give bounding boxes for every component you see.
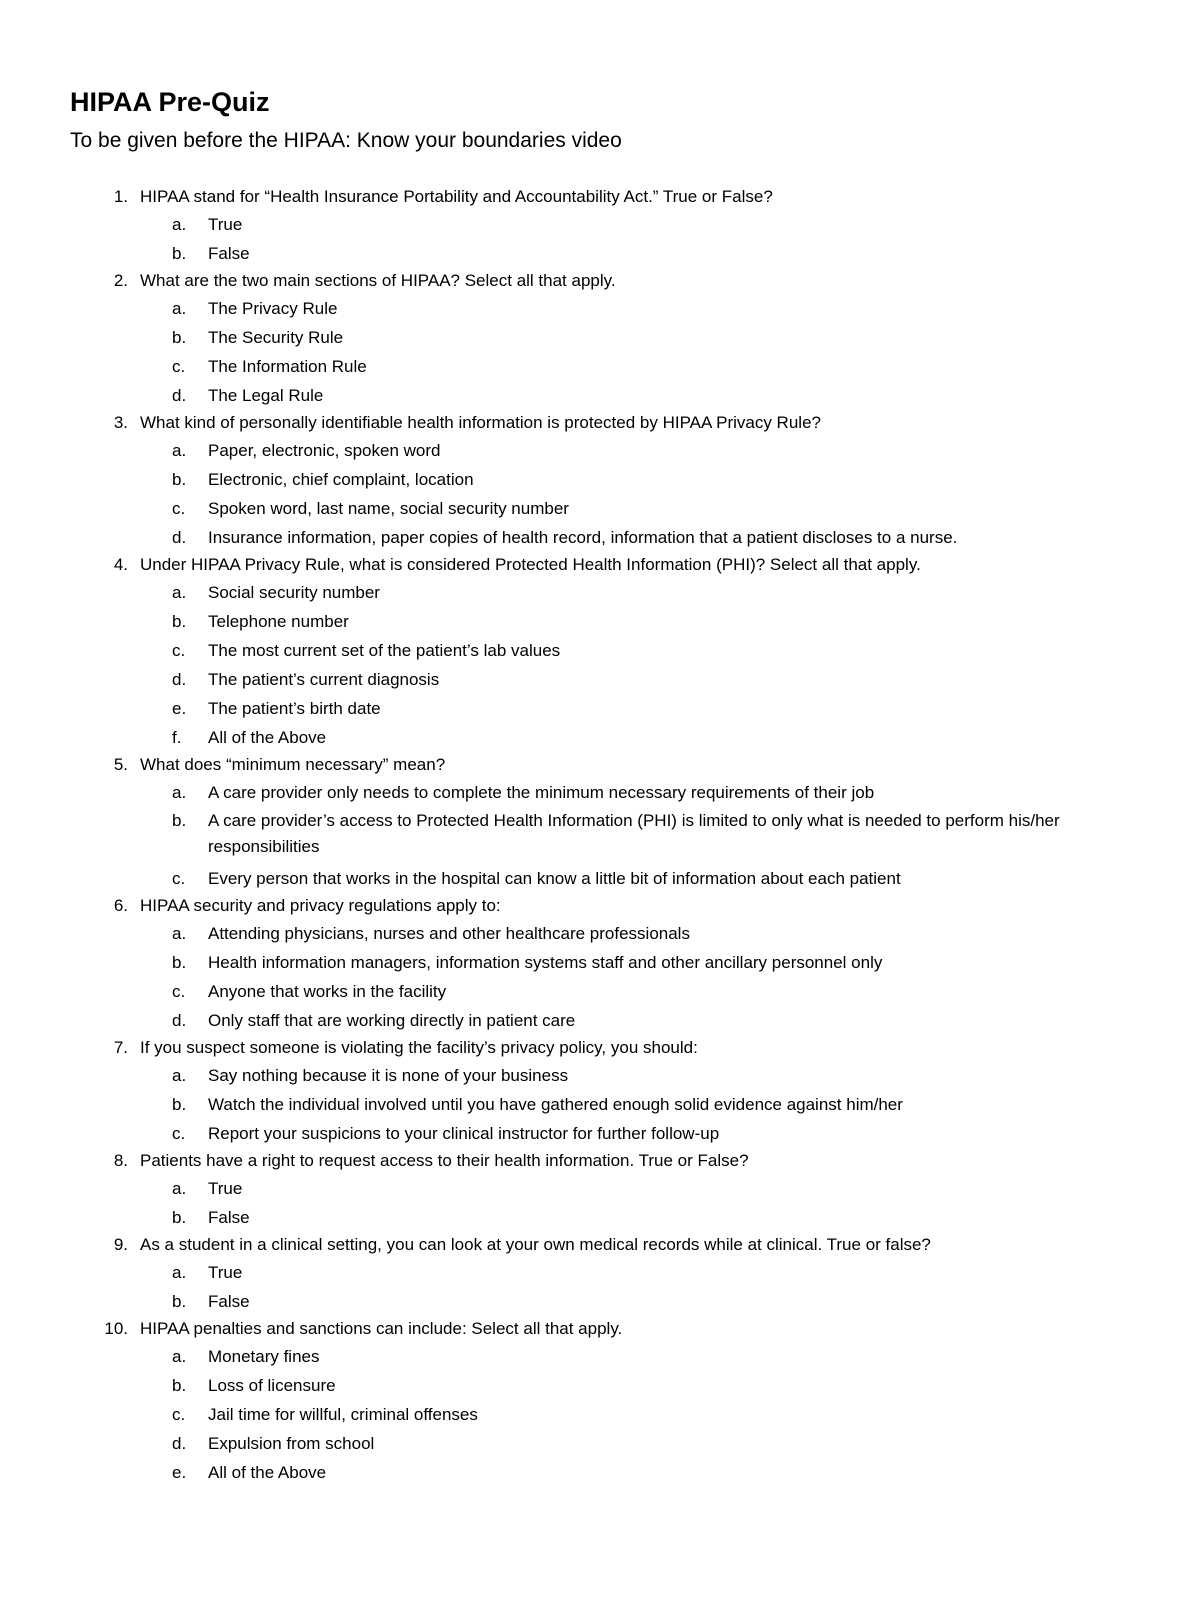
question-number: 8.: [113, 1151, 128, 1170]
option-letter: a.: [172, 299, 187, 318]
answer-option: [0, 436, 1200, 465]
question-row: [0, 1148, 1200, 1174]
answer-option: [0, 948, 1200, 977]
answer-options: [0, 578, 1200, 752]
answer-options: [0, 1061, 1200, 1148]
option-letter: c.: [172, 1405, 186, 1424]
option-letter: a.: [172, 924, 187, 943]
question-number: 10.: [104, 1319, 128, 1338]
option-text: Paper, electronic, spoken word: [208, 441, 441, 460]
option-text: The Information Rule: [208, 357, 367, 376]
option-text: Watch the individual involved until you have gathered enough solid evidence against him/her: [208, 1095, 903, 1114]
question-row: [0, 1035, 1200, 1061]
answer-option: [0, 919, 1200, 948]
option-letter: b.: [172, 1376, 187, 1395]
question-item: [0, 1232, 1200, 1316]
answer-option: [0, 294, 1200, 323]
answer-option: [0, 1174, 1200, 1203]
question-row: [0, 184, 1200, 210]
question-number: 5.: [113, 755, 128, 774]
page-title: HIPAA Pre-Quiz: [70, 87, 270, 117]
question-item: [0, 552, 1200, 752]
option-text: True: [208, 215, 243, 234]
answer-option: [0, 523, 1200, 552]
option-text: All of the Above: [208, 728, 327, 747]
question-row: [0, 752, 1200, 778]
question-text: HIPAA security and privacy regulations apply to:: [140, 896, 501, 915]
question-row: [0, 410, 1200, 436]
option-letter: d.: [172, 528, 187, 547]
option-letter: b.: [172, 328, 187, 347]
option-letter: d.: [172, 386, 187, 405]
option-text: True: [208, 1263, 243, 1282]
answer-option: [0, 1342, 1200, 1371]
question-text: What kind of personally identifiable health information is protected by HIPAA Privacy Rule?: [140, 413, 821, 432]
option-letter: b.: [172, 612, 187, 631]
option-text: Insurance information, paper copies of health record, information that a patient discloses to a nurse.: [208, 528, 958, 547]
option-letter: b.: [172, 1292, 187, 1311]
question-item: [0, 184, 1200, 268]
option-letter: a.: [172, 215, 187, 234]
answer-option: [0, 1458, 1200, 1487]
option-text: All of the Above: [208, 1463, 327, 1482]
option-letter: a.: [172, 1263, 187, 1282]
question-list: [0, 184, 1200, 1487]
option-letter: a.: [172, 1347, 187, 1366]
answer-options: [0, 1174, 1200, 1232]
option-letter: c.: [172, 869, 186, 888]
option-letter: b.: [172, 1208, 187, 1227]
question-text: What does “minimum necessary” mean?: [140, 755, 446, 774]
answer-option: [0, 239, 1200, 268]
question-text: HIPAA penalties and sanctions can include: Select all that apply.: [140, 1319, 623, 1338]
answer-option: [0, 1203, 1200, 1232]
question-item: [0, 410, 1200, 552]
option-letter: a.: [172, 441, 187, 460]
question-row: [0, 552, 1200, 578]
option-letter: a.: [172, 783, 187, 802]
option-text: The most current set of the patient’s lab values: [208, 641, 561, 660]
answer-option: [0, 1258, 1200, 1287]
answer-option: [0, 1400, 1200, 1429]
question-item: [0, 268, 1200, 410]
answer-option: [0, 352, 1200, 381]
option-text: Loss of licensure: [208, 1376, 336, 1395]
option-text: Report your suspicions to your clinical instructor for further follow-up: [208, 1124, 720, 1143]
option-text: The patient’s current diagnosis: [208, 670, 440, 689]
question-text: Under HIPAA Privacy Rule, what is considered Protected Health Information (PHI)? Select all that apply.: [140, 555, 921, 574]
option-text: Jail time for willful, criminal offenses: [208, 1405, 478, 1424]
answer-options: [0, 294, 1200, 410]
option-text: Monetary fines: [208, 1347, 320, 1366]
question-number: 7.: [113, 1038, 128, 1057]
option-text: The Privacy Rule: [208, 299, 338, 318]
option-text: False: [208, 1292, 250, 1311]
answer-option: [0, 807, 1200, 864]
option-letter: e.: [172, 1463, 187, 1482]
option-text: Expulsion from school: [208, 1434, 375, 1453]
answer-option: [0, 323, 1200, 352]
option-letter: b.: [172, 244, 187, 263]
option-letter: b.: [172, 470, 187, 489]
answer-option: [0, 1090, 1200, 1119]
option-letter: a.: [172, 1179, 187, 1198]
option-text: Attending physicians, nurses and other healthcare professionals: [208, 924, 690, 943]
question-text: HIPAA stand for “Health Insurance Portability and Accountability Act.” True or False?: [140, 187, 773, 206]
option-letter: d.: [172, 1434, 187, 1453]
answer-options: [0, 778, 1200, 893]
option-text: Only staff that are working directly in patient care: [208, 1011, 576, 1030]
question-number: 3.: [113, 413, 128, 432]
option-letter: c.: [172, 982, 186, 1001]
question-number: 4.: [113, 555, 128, 574]
question-number: 6.: [113, 896, 128, 915]
question-row: [0, 268, 1200, 294]
question-text: What are the two main sections of HIPAA? Select all that apply.: [140, 271, 616, 290]
answer-option: [0, 1429, 1200, 1458]
option-letter: c.: [172, 499, 186, 518]
question-item: [0, 893, 1200, 1035]
answer-option: [0, 578, 1200, 607]
answer-options: [0, 919, 1200, 1035]
option-text: The Security Rule: [208, 328, 344, 347]
option-text: A care provider’s access to Protected Health Information (PHI) is limited to only what is needed to perform his/her responsibilities: [208, 811, 1060, 856]
answer-option: [0, 465, 1200, 494]
question-item: [0, 1148, 1200, 1232]
question-row: [0, 893, 1200, 919]
option-text: Every person that works in the hospital can know a little bit of information about each patient: [208, 869, 901, 888]
page-subtitle: To be given before the HIPAA: Know your boundaries video: [70, 129, 622, 152]
question-item: [0, 752, 1200, 893]
answer-option: [0, 636, 1200, 665]
question-text: If you suspect someone is violating the facility’s privacy policy, you should:: [140, 1038, 698, 1057]
question-row: [0, 1232, 1200, 1258]
answer-option: [0, 381, 1200, 410]
option-text: Social security number: [208, 583, 380, 602]
question-text: Patients have a right to request access to their health information. True or False?: [140, 1151, 749, 1170]
answer-option: [0, 977, 1200, 1006]
option-letter: c.: [172, 1124, 186, 1143]
option-text: Anyone that works in the facility: [208, 982, 447, 1001]
answer-option: [0, 665, 1200, 694]
option-text: Say nothing because it is none of your business: [208, 1066, 569, 1085]
option-text: Health information managers, information systems staff and other ancillary personnel only: [208, 953, 883, 972]
answer-option: [0, 1061, 1200, 1090]
answer-option: [0, 778, 1200, 807]
option-letter: e.: [172, 699, 187, 718]
answer-option: [0, 210, 1200, 239]
option-text: False: [208, 1208, 250, 1227]
option-letter: f.: [172, 728, 182, 747]
option-letter: b.: [172, 953, 187, 972]
option-text: True: [208, 1179, 243, 1198]
answer-options: [0, 210, 1200, 268]
option-letter: b.: [172, 811, 187, 830]
answer-option: [0, 494, 1200, 523]
question-number: 2.: [113, 271, 128, 290]
answer-options: [0, 1342, 1200, 1487]
answer-options: [0, 436, 1200, 552]
option-letter: c.: [172, 641, 186, 660]
option-letter: d.: [172, 670, 187, 689]
question-number: 9.: [113, 1235, 128, 1254]
answer-option: [0, 1006, 1200, 1035]
question-item: [0, 1316, 1200, 1487]
option-text: False: [208, 244, 250, 263]
option-letter: a.: [172, 583, 187, 602]
answer-option: [0, 694, 1200, 723]
question-text: As a student in a clinical setting, you can look at your own medical records while at clinical. True or false?: [140, 1235, 931, 1254]
question-row: [0, 1316, 1200, 1342]
option-text: Electronic, chief complaint, location: [208, 470, 474, 489]
answer-options: [0, 1258, 1200, 1316]
answer-option: [0, 1287, 1200, 1316]
answer-option: [0, 1119, 1200, 1148]
option-text: A care provider only needs to complete the minimum necessary requirements of their job: [208, 783, 875, 802]
question-number: 1.: [113, 187, 128, 206]
answer-option: [0, 864, 1200, 893]
answer-option: [0, 1371, 1200, 1400]
answer-option: [0, 607, 1200, 636]
option-text: The patient’s birth date: [208, 699, 381, 718]
option-text: Telephone number: [208, 612, 349, 631]
option-letter: a.: [172, 1066, 187, 1085]
option-text: The Legal Rule: [208, 386, 324, 405]
option-letter: b.: [172, 1095, 187, 1114]
option-letter: d.: [172, 1011, 187, 1030]
option-text: Spoken word, last name, social security number: [208, 499, 569, 518]
option-letter: c.: [172, 357, 186, 376]
answer-option: [0, 723, 1200, 752]
question-item: [0, 1035, 1200, 1148]
